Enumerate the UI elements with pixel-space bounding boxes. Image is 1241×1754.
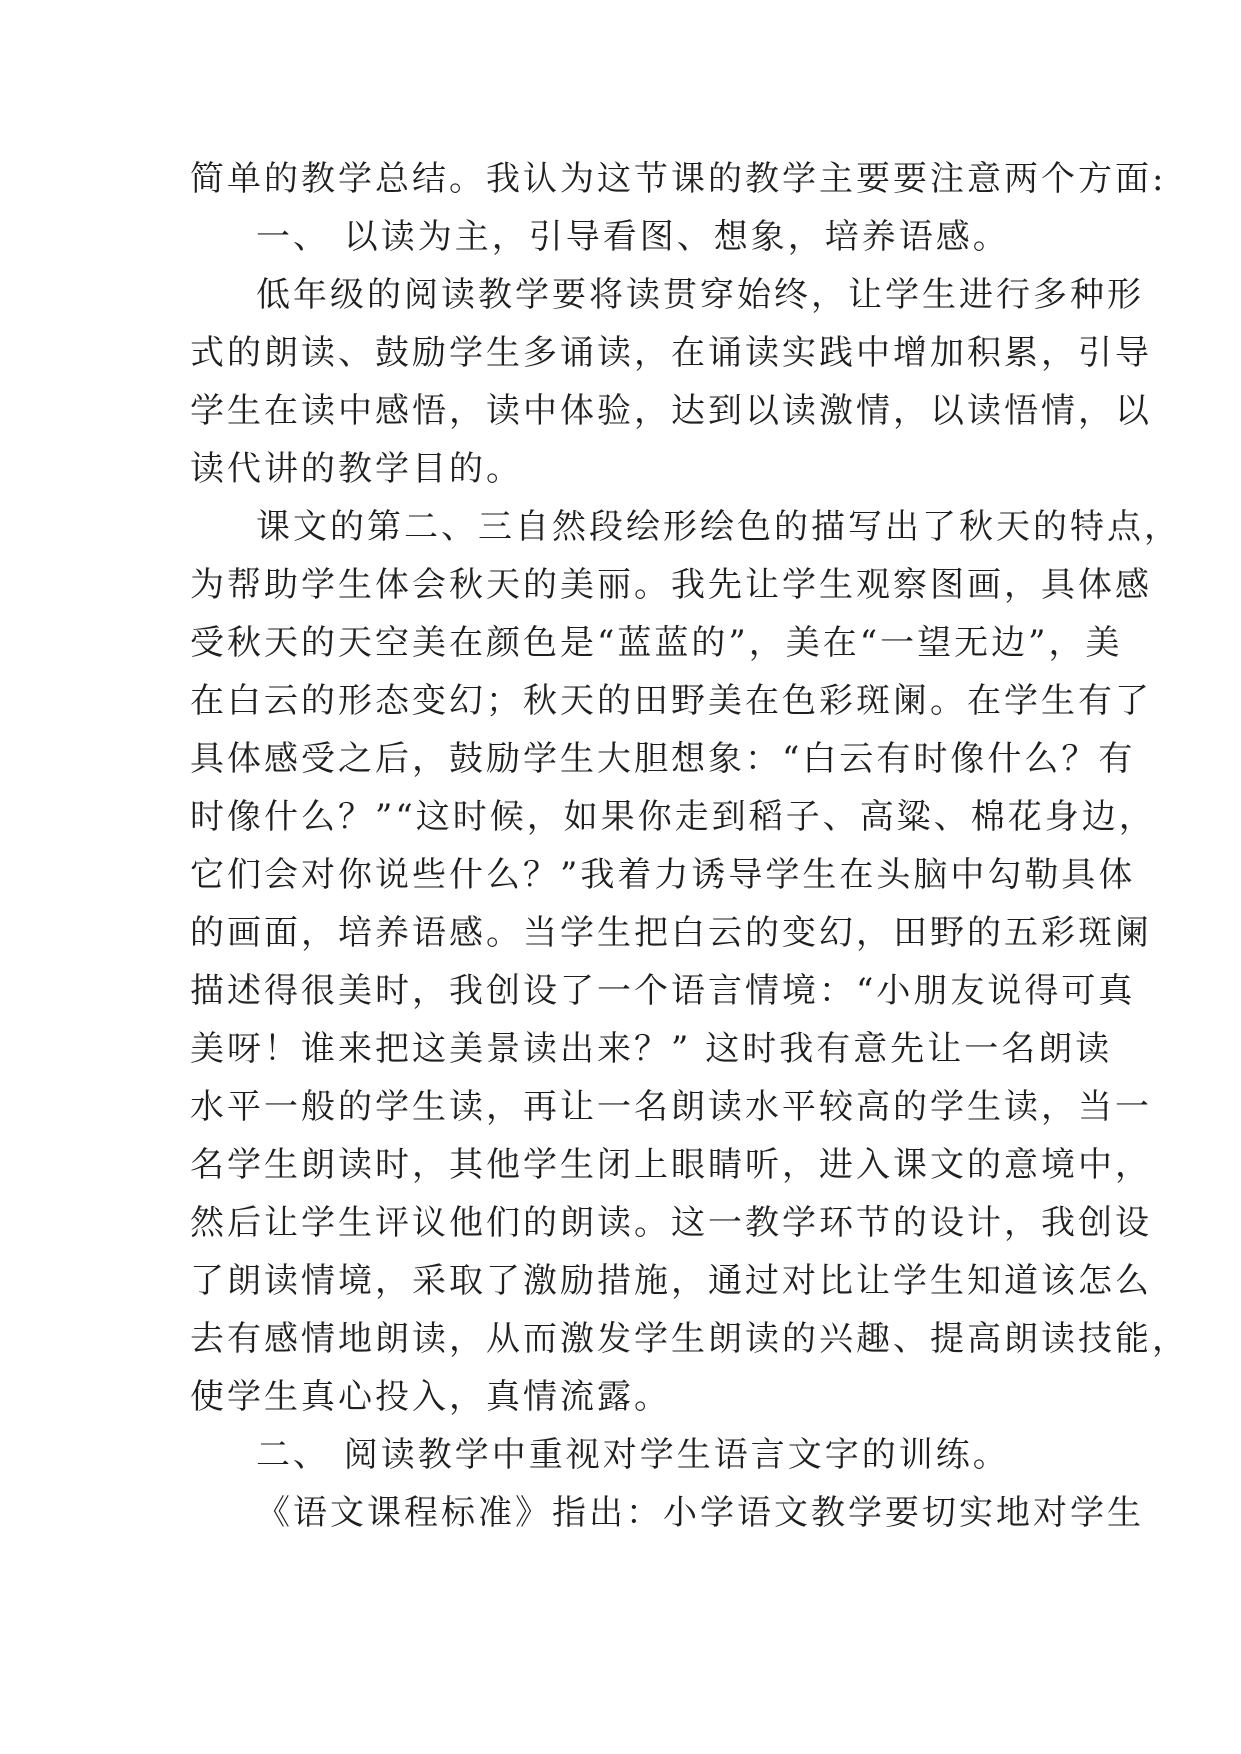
text-line: 去有感情地朗读，从而激发学生朗读的兴趣、提高朗读技能， [190, 1319, 1189, 1359]
text-line: 《语文课程标准》指出：小学语文教学要切实地对学生 [256, 1493, 1144, 1533]
text-line: 受秋天的天空美在颜色是“蓝蓝的”，美在“一望无边”，美 [190, 623, 1123, 663]
text-line: 为帮助学生体会秋天的美丽。我先让学生观察图画，具体感 [190, 565, 1152, 605]
text-line: 具体感受之后，鼓励学生大胆想象：“白云有时像什么？有 [190, 739, 1136, 779]
text-line: 使学生真心投入，真情流露。 [190, 1377, 671, 1417]
text-line: 读代讲的教学目的。 [190, 449, 523, 489]
text-line: 然后让学生评议他们的朗读。这一教学环节的设计，我创设 [190, 1203, 1152, 1243]
section-heading-one: 一、 以读为主，引导看图、想象，培养语感。 [256, 217, 1010, 257]
text-line: 它们会对你说些什么？”我着力诱导学生在头脑中勾勒具体 [190, 855, 1136, 895]
document-body [190, 150, 1189, 1542]
text-line: 在白云的形态变幻；秋天的田野美在色彩斑阑。在学生有了 [190, 681, 1152, 721]
text-line: 描述得很美时，我创设了一个语言情境：“小朋友说得可真 [190, 971, 1136, 1011]
text-line: 水平一般的学生读，再让一名朗读水平较高的学生读，当一 [190, 1087, 1152, 1127]
text-line: 美呀！谁来把这美景读出来？” 这时我有意先让一名朗读 [190, 1029, 1113, 1069]
section-heading-two: 二、 阅读教学中重视对学生语言文字的训练。 [256, 1435, 1010, 1475]
text-line: 低年级的阅读教学要将读贯穿始终，让学生进行多种形 [256, 275, 1144, 315]
text-line: 学生在读中感悟，读中体验，达到以读激情，以读悟情，以 [190, 391, 1152, 431]
text-line: 课文的第二、三自然段绘形绘色的描写出了秋天的特点， [256, 507, 1181, 547]
text-line: 了朗读情境，采取了激励措施，通过对比让学生知道该怎么 [190, 1261, 1152, 1301]
text-line: 的画面，培养语感。当学生把白云的变幻，田野的五彩斑阑 [190, 913, 1152, 953]
text-line: 简单的教学总结。我认为这节课的教学主要要注意两个方面: [190, 159, 1167, 199]
text-line: 时像什么？”“这时候，如果你走到稻子、高粱、棉花身边， [190, 797, 1156, 837]
text-line: 式的朗读、鼓励学生多诵读，在诵读实践中增加积累，引导 [190, 333, 1152, 373]
text-line: 名学生朗读时，其他学生闭上眼睛听，进入课文的意境中， [190, 1145, 1152, 1185]
